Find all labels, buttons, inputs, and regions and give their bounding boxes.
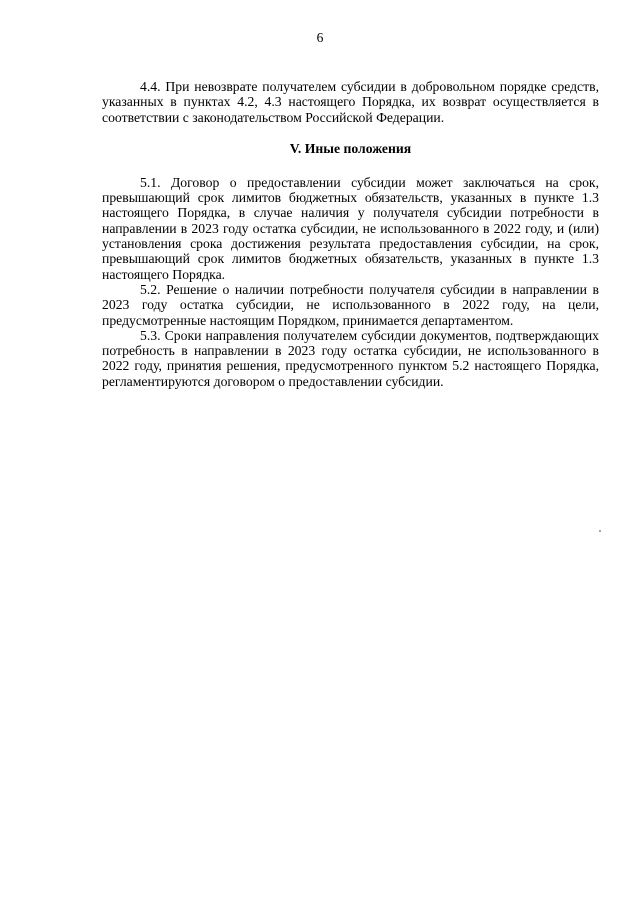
section-body [102,175,599,389]
paragraph-4-4: 4.4. При невозврате получателем субсидии в добровольном порядке средств, указанных в пунктах 4.2, 4.3 настоящего Порядка, их возврат осуществляется в соответствии с законодательством Российской Федерации. [102,79,599,125]
section-heading: V. Иные положения [289,140,412,156]
page-number: 6 [316,30,324,45]
paragraph-5-1: 5.1. Договор о предоставлении субсидии может заключаться на срок, превышающий срок лимитов бюджетных обязательств, указанных в пункте 1.3 настоящего Порядка, в случае наличия у получателя субсидии потребности в направлении в 2023 году остатка субсидии, не использованного в 2022 году, и (или) установления срока достижения результата предоставления субсидии, на срок, превышающий срок лимитов бюджетных обязательств, указанных в пункте 1.3 настоящего Порядка. [102,174,599,282]
document-body [102,79,599,389]
scan-speck [599,530,601,532]
paragraph-5-3: 5.3. Сроки направления получателем субсидии документов, подтверждающих потребность в направлении в 2023 году остатка субсидии, не использованного в 2022 году, принятия решения, предусмотренного пунктом 5.2 настоящего Порядка, регламентируются договором о предоставлении субсидии. [102,327,599,389]
paragraph-5-2: 5.2. Решение о наличии потребности получателя субсидии в направлении в 2023 году остатка субсидии, не использованного в 2022 году, на цели, предусмотренные настоящим Порядком, принимается департаментом. [102,281,599,328]
